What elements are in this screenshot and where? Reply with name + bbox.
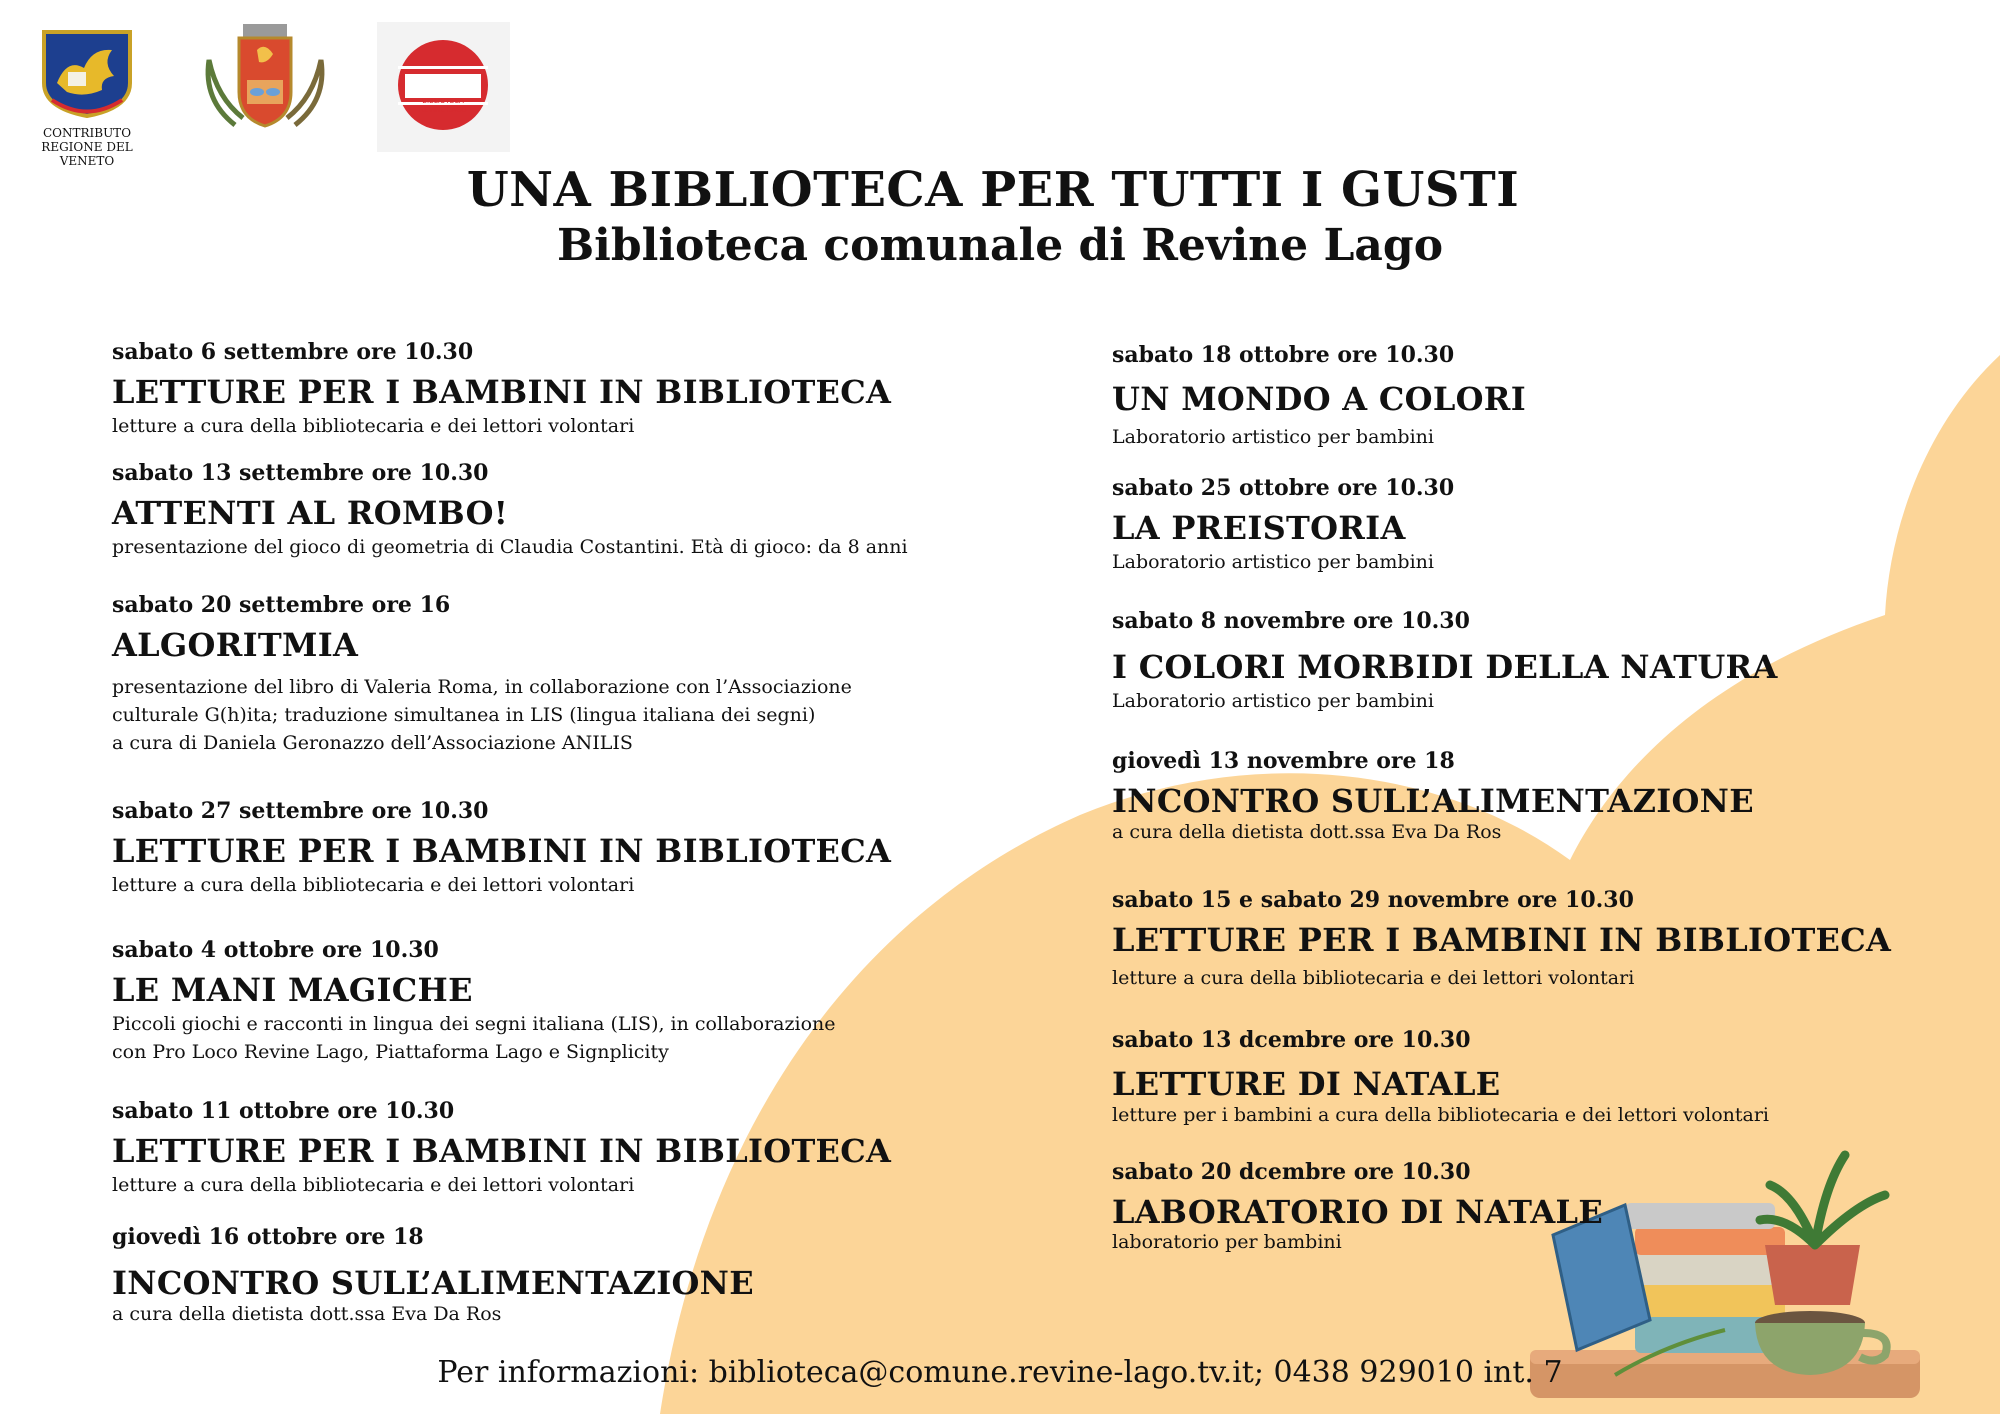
biblioteca-logo-text-2: REVINE LAGO: [419, 106, 467, 114]
event-title: LETTURE DI NATALE: [1112, 1065, 1501, 1103]
event-left-4: [112, 797, 891, 899]
regione-veneto-logo: [22, 28, 152, 168]
event-date: giovedì 13 novembre ore 18: [1112, 748, 1455, 774]
event-right-4: [1112, 747, 1754, 843]
event-description: letture a cura della bibliotecaria e dei lettori volontari: [1112, 967, 1635, 989]
event-date: sabato 27 settembre ore 10.30: [112, 798, 489, 824]
veneto-caption-line-1: CONTRIBUTO: [42, 126, 132, 140]
event-date: sabato 18 ottobre ore 10.30: [1112, 342, 1455, 368]
event-date: sabato 6 settembre ore 10.30: [112, 339, 474, 365]
biblioteca-logo-text-1: BIBLIOTECA: [422, 97, 464, 105]
event-date: sabato 13 dcembre ore 10.30: [1112, 1027, 1471, 1053]
event-description: Piccoli giochi e racconti in lingua dei segni italiana (LIS), in collaborazione con Pro Loco Revine Lago, Piattaforma Lago e Signplicity: [112, 1013, 836, 1063]
event-title: LE MANI MAGICHE: [112, 971, 473, 1009]
event-title: LETTURE PER I BAMBINI IN BIBLIOTECA: [112, 373, 892, 411]
municipal-coat-of-arms-icon: [195, 20, 335, 140]
event-title: INCONTRO SULL’ALIMENTAZIONE: [1112, 782, 1754, 820]
event-description: Laboratorio artistico per bambini: [1112, 690, 1434, 712]
event-right-5: [1112, 886, 1891, 992]
lion-of-st-mark-icon: [22, 28, 152, 118]
event-right-7: [1112, 1158, 1603, 1252]
event-description: laboratorio per bambini: [1112, 1231, 1342, 1253]
event-description: presentazione del gioco di geometria di Claudia Costantini. Età di gioco: da 8 anni: [112, 536, 908, 558]
event-title: I COLORI MORBIDI DELLA NATURA: [1112, 648, 1778, 686]
event-right-1: [1112, 341, 1526, 451]
event-date: sabato 13 settembre ore 10.30: [112, 460, 489, 486]
event-left-3: [112, 591, 852, 757]
contact-info: Per informazioni: biblioteca@comune.revine-lago.tv.it; 0438 929010 int. 7: [437, 1355, 1563, 1390]
event-date: sabato 20 settembre ore 16: [112, 592, 451, 618]
event-title: ATTENTI AL ROMBO!: [112, 494, 509, 532]
event-description: presentazione del libro di Valeria Roma, in collaborazione con l’Associazione culturale G(h)ita; traduzione simultanea in LIS (lingua italiana dei segni) a cura di Daniela Geronazzo dell’Associazione ANILIS: [112, 676, 852, 754]
event-left-7: [112, 1223, 754, 1325]
event-date: sabato 25 ottobre ore 10.30: [1112, 475, 1455, 501]
page-subtitle: Biblioteca comunale di Revine Lago: [556, 220, 1444, 271]
event-description: letture a cura della bibliotecaria e dei lettori volontari: [112, 1174, 635, 1196]
event-title: UN MONDO A COLORI: [1112, 380, 1526, 418]
event-title: LETTURE PER I BAMBINI IN BIBLIOTECA: [112, 1132, 892, 1170]
event-right-2: [1112, 474, 1454, 576]
event-title: ALGORITMIA: [112, 626, 359, 664]
event-date: sabato 11 ottobre ore 10.30: [112, 1098, 455, 1124]
event-date: giovedì 16 ottobre ore 18: [112, 1224, 424, 1250]
event-left-1: [112, 338, 891, 440]
event-left-6: [112, 1097, 891, 1199]
event-date: sabato 8 novembre ore 10.30: [1112, 608, 1470, 634]
event-title: LETTURE PER I BAMBINI IN BIBLIOTECA: [112, 832, 892, 870]
event-description: letture a cura della bibliotecaria e dei lettori volontari: [112, 874, 635, 896]
event-left-2: [112, 459, 908, 561]
page-title: UNA BIBLIOTECA PER TUTTI I GUSTI: [466, 162, 1520, 218]
event-title: LA PREISTORIA: [1112, 509, 1406, 547]
event-description: a cura della dietista dott.ssa Eva Da Ros: [1112, 821, 1502, 843]
event-right-6: [1112, 1026, 1769, 1126]
event-description: letture a cura della bibliotecaria e dei lettori volontari: [112, 415, 635, 437]
event-date: sabato 20 dcembre ore 10.30: [1112, 1159, 1471, 1185]
event-description: Laboratorio artistico per bambini: [1112, 426, 1434, 448]
event-description: Laboratorio artistico per bambini: [1112, 551, 1434, 573]
event-description: letture per i bambini a cura della bibliotecaria e dei lettori volontari: [1112, 1104, 1770, 1126]
event-title: LABORATORIO DI NATALE: [1112, 1193, 1604, 1231]
event-title: LETTURE PER I BAMBINI IN BIBLIOTECA: [1112, 921, 1892, 959]
event-left-5: [112, 936, 836, 1066]
event-date: sabato 15 e sabato 29 novembre ore 10.30: [1112, 887, 1634, 913]
event-right-3: [1112, 607, 1778, 715]
comune-coat-of-arms: [195, 20, 335, 140]
event-description: a cura della dietista dott.ssa Eva Da Ros: [112, 1303, 502, 1325]
biblioteca-logo-icon: [377, 22, 510, 152]
veneto-caption-line-2: REGIONE DEL VENETO: [41, 140, 133, 168]
event-date: sabato 4 ottobre ore 10.30: [112, 937, 439, 963]
biblioteca-revine-lago-logo: [377, 22, 510, 152]
event-title: INCONTRO SULL’ALIMENTAZIONE: [112, 1264, 754, 1302]
